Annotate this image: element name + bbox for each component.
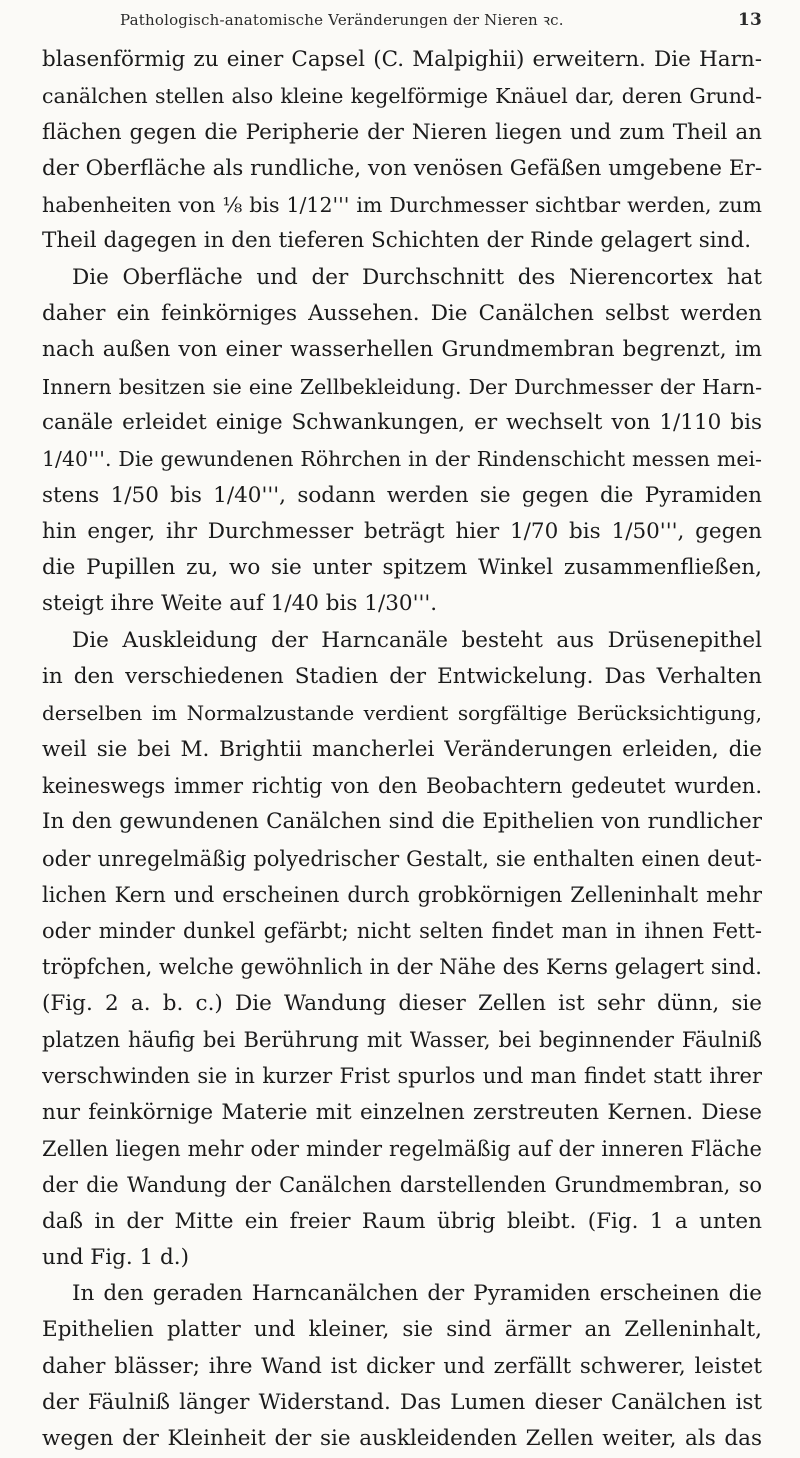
text-line: daß in der Mitte ein freier Raum übrig bleibt. (Fig. 1 a unten — [42, 1208, 762, 1234]
text-line: (Fig. 2 a. b. c.) Die Wandung dieser Zellen ist sehr dünn, sie — [42, 990, 762, 1016]
text-line: und Fig. 1 d.) — [42, 1244, 190, 1270]
text-line: canälchen stellen also kleine kegelförmige Knäuel dar, deren Grund- — [42, 84, 762, 109]
text-line: tröpfchen, welche gewöhnlich in der Nähe des Kerns gelagert sind. — [42, 955, 762, 980]
text-line: der die Wandung der Canälchen darstellenden Grundmembran, so — [42, 1173, 762, 1198]
text-line: 1/40'''. Die gewundenen Röhrchen in der Rindenschicht messen mei- — [42, 447, 762, 472]
text-line: platzen häufig bei Berührung mit Wasser, bei beginnender Fäulniß — [42, 1028, 762, 1053]
text-line: oder unregelmäßig polyedrischer Gestalt, sie enthalten einen deut- — [42, 846, 762, 871]
text-line: In den gewundenen Canälchen sind die Epithelien von rundlicher — [42, 809, 762, 835]
text-line: steigt ihre Weite auf 1/40 bis 1/30'''. — [42, 591, 438, 617]
text-line: weil sie bei M. Brightii mancherlei Veränderungen erleiden, die — [42, 736, 762, 762]
text-line: nach außen von einer wasserhellen Grundmembran begrenzt, im — [42, 337, 762, 363]
text-line: Innern besitzen sie eine Zellbekleidung. Der Durchmesser der Harn- — [42, 374, 762, 399]
text-line: hin enger, ihr Durchmesser beträgt hier 1/70 bis 1/50''', gegen — [42, 518, 762, 544]
running-head — [120, 10, 762, 32]
text-line: keineswegs immer richtig von den Beobachtern gedeutet wurden. — [42, 773, 762, 798]
text-line: daher blässer; ihre Wand ist dicker und zerfällt schwerer, leistet — [42, 1353, 762, 1379]
text-line: daher ein feinkörniges Aussehen. Die Canälchen selbst werden — [42, 301, 762, 327]
text-line: Epithelien platter und kleiner, sie sind ärmer an Zelleninhalt, — [42, 1317, 762, 1343]
text-line: lichen Kern und erscheinen durch grobkörnigen Zelleninhalt mehr — [42, 882, 762, 907]
text-line: Die Oberfläche und der Durchschnitt des Nierencortex hat — [72, 264, 762, 290]
text-line: flächen gegen die Peripherie der Nieren liegen und zum Theil an — [42, 119, 762, 145]
text-line: Die Auskleidung der Harncanäle besteht aus Drüsenepithel — [72, 627, 762, 653]
text-line: verschwinden sie in kurzer Frist spurlos und man findet statt ihrer — [42, 1064, 762, 1089]
text-line: canäle erleidet einige Schwankungen, er wechselt von 1/110 bis — [42, 409, 762, 435]
text-line: habenheiten von ⅛ bis 1/12''' im Durchmesser sichtbar werden, zum — [42, 193, 762, 218]
text-line: der Oberfläche als rundliche, von venösen Gefäßen umgebene Er- — [42, 155, 762, 181]
text-line: der Fäulniß länger Widerstand. Das Lumen dieser Canälchen ist — [42, 1389, 762, 1415]
text-line: wegen der Kleinheit der sie auskleidenden Zellen weiter, als das — [42, 1426, 762, 1452]
text-line: Zellen liegen mehr oder minder regelmäßig auf der inneren Fläche — [42, 1136, 762, 1161]
text-line: stens 1/50 bis 1/40''', sodann werden sie gegen die Pyramiden — [42, 482, 762, 508]
text-line: Theil dagegen in den tieferen Schichten der Rinde gelagert sind. — [42, 228, 752, 254]
text-line: In den geraden Harncanälchen der Pyramiden erscheinen die — [72, 1281, 762, 1307]
text-line: die Pupillen zu, wo sie unter spitzem Winkel zusammenfließen, — [42, 555, 762, 581]
text-line: derselben im Normalzustande verdient sorgfältige Berücksichtigung, — [42, 701, 762, 726]
running-head-title: Pathologisch-anatomische Veränderungen der Nieren ꝛc. — [120, 11, 564, 29]
text-line: nur feinkörnige Materie mit einzelnen zerstreuten Kernen. Diese — [42, 1099, 762, 1125]
text-line: oder minder dunkel gefärbt; nicht selten findet man in ihnen Fett- — [42, 919, 762, 944]
text-line: blasenförmig zu einer Capsel (C. Malpighii) erweitern. Die Harn- — [42, 47, 762, 72]
text-line: in den verschiedenen Stadien der Entwickelung. Das Verhalten — [42, 664, 762, 690]
body-text — [42, 42, 762, 1458]
page-number: 13 — [737, 10, 762, 30]
